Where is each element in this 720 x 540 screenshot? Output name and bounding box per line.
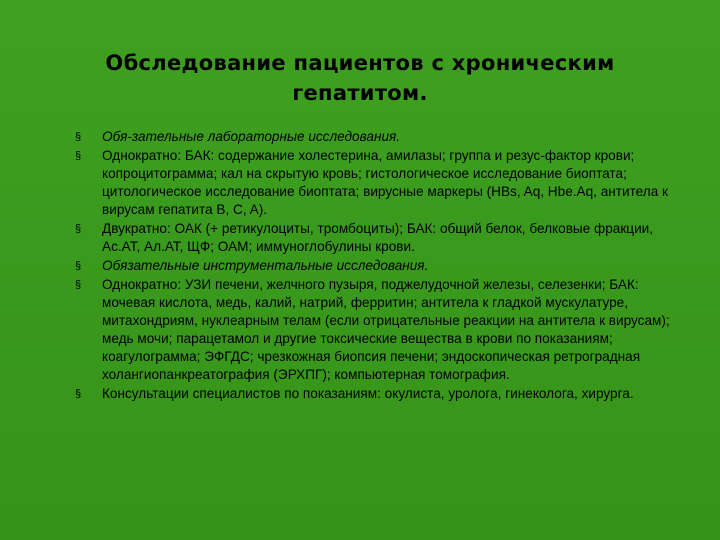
list-item-text: Консультации специалистов по показаниям: окулиста, уролога, гинеколога, хирурга.: [102, 386, 634, 401]
list-item: [64, 257, 694, 275]
slide-title: [60, 48, 660, 108]
bullet-icon: §: [75, 223, 82, 235]
bullet-list: [64, 128, 694, 404]
list-item: [64, 147, 694, 219]
list-item-text: Обя-зательные лабораторные исследования.: [102, 129, 401, 144]
bullet-icon: §: [75, 279, 82, 291]
bullet-icon: §: [75, 131, 82, 143]
title-line-2: гепатитом.: [292, 81, 428, 105]
list-item-text: Однократно: БАК: содержание холестерина, амилазы; группа и резус-фактор крови; копроцитограмма; кал на скрытую кровь; гистологическое исследование биоптата; цитологическое исследование биоптата; вирусные маркеры (HBs, Aq, Hbe.Aq, антитела к вирусам гепатита B, C, A).: [102, 148, 668, 217]
list-item: [64, 220, 694, 256]
bullet-icon: §: [75, 260, 82, 272]
list-item: [64, 276, 694, 384]
list-item-text: Обязательные инструментальные исследования.: [102, 258, 429, 273]
bullet-icon: §: [75, 388, 82, 400]
bullet-icon: §: [75, 150, 82, 162]
list-item-text: Однократно: УЗИ печени, желчного пузыря, поджелудочной железы, селезенки; БАК: мочевая кислота, медь, калий, натрий, ферритин; антитела к гладкой мускулатуре, митахондриям, нуклеарным телам (если отрицательные реакции на антитела к вирусам); медь мочи; парацетамол и другие токсические вещества в крови по показаниям; коагулограмма; ЭФГДС; чрезкожная биопсия печени; эндоскопическая ретроградная холангиопанкреатография (ЭРХПГ); компьютерная томография.: [102, 277, 670, 382]
list-item: [64, 128, 694, 146]
list-item: [64, 385, 694, 403]
list-item-text: Двукратно: ОАК (+ ретикулоциты, тромбоциты); БАК: общий белок, белковые фракции, Ac.AT, Ал.АТ, ЩФ; ОАМ; иммуноглобулины крови.: [102, 221, 654, 254]
title-line-1: Обследование пациентов с хроническим: [105, 51, 615, 75]
